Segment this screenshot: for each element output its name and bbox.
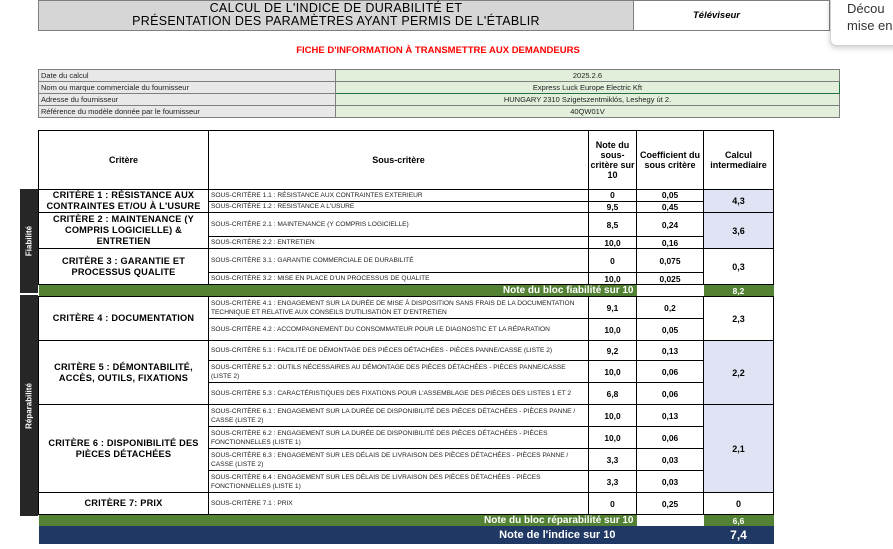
durability-index-table	[38, 130, 774, 544]
col-header-coef[interactable]: Coefficient du sous critère	[637, 131, 704, 190]
final-row	[39, 526, 774, 544]
popup-line-2: mise en	[847, 18, 893, 33]
sub-criterion-coef[interactable]: 0,05	[637, 190, 704, 202]
info-value[interactable]: Express Luck Europe Electric Kft	[336, 82, 840, 94]
sub-criterion-note[interactable]: 10,0	[589, 273, 637, 285]
bloc-fiabilite-spacer	[637, 285, 704, 297]
table-row	[39, 297, 774, 319]
col-header-critere[interactable]: Critère	[39, 131, 209, 190]
sub-criterion-label[interactable]: SOUS-CRITÈRE 1.2 : RESISTANCE A L'USURE	[209, 201, 589, 213]
sub-criterion-note[interactable]: 10,0	[589, 427, 637, 449]
info-row	[39, 94, 840, 106]
criterion-3-calc[interactable]: 0,3	[704, 249, 774, 285]
sub-criterion-coef[interactable]: 0,06	[637, 427, 704, 449]
sub-criterion-coef[interactable]: 0,05	[637, 319, 704, 341]
sub-criterion-note[interactable]: 10,0	[589, 405, 637, 427]
table-row	[39, 190, 774, 202]
final-value[interactable]: 7,4	[704, 526, 774, 544]
sub-criterion-note[interactable]: 8,5	[589, 213, 637, 237]
criterion-5-name[interactable]: CRITÈRE 5 : DÉMONTABILITÉ, ACCÈS, OUTILS, FIXATIONS	[39, 341, 209, 405]
sub-criterion-coef[interactable]: 0,16	[637, 237, 704, 249]
col-header-calc[interactable]: Calcul intermediaire	[704, 131, 774, 190]
title-line-2: PRÉSENTATION DES PARAMÈTRES AYANT PERMIS DE L'ÉTABLIR	[132, 14, 540, 28]
sheet-subtitle: FICHE D'INFORMATION À TRANSMETTRE AUX DEMANDEURS	[296, 45, 580, 56]
sub-criterion-label[interactable]: SOUS-CRITÈRE 7.1 : PRIX	[209, 493, 589, 515]
side-label-reparabilite	[20, 295, 38, 516]
sub-criterion-coef[interactable]: 0,025	[637, 273, 704, 285]
popup-line-1: Décou	[847, 1, 885, 16]
sub-criterion-note[interactable]: 9,1	[589, 297, 637, 319]
sub-criterion-coef[interactable]: 0,13	[637, 341, 704, 361]
info-label[interactable]: Référence du modèle donnée par le fournisseur	[39, 106, 336, 118]
bloc-reparabilite-value[interactable]: 6,6	[704, 515, 774, 527]
sub-criterion-label[interactable]: SOUS-CRITÈRE 6.3 : ENGAGEMENT SUR LES DÉLAIS DE LIVRAISON DES PIÈCES DÉTACHÉES - PIÈCES PANNE / CASSE (LISTE 2)	[209, 449, 589, 471]
sub-criterion-note[interactable]: 9,5	[589, 201, 637, 213]
criterion-2-calc[interactable]: 3,6	[704, 213, 774, 249]
sub-criterion-note[interactable]: 10,0	[589, 361, 637, 383]
criterion-3-name[interactable]: CRITÈRE 3 : GARANTIE ET PROCESSUS QUALITE	[39, 249, 209, 285]
sub-criterion-coef[interactable]: 0,06	[637, 383, 704, 405]
sub-criterion-coef[interactable]: 0,03	[637, 449, 704, 471]
side-label-fiabilite	[20, 189, 38, 293]
product-type: Téléviseur	[634, 0, 830, 31]
criterion-4-calc[interactable]: 2,3	[704, 297, 774, 341]
bloc-reparabilite-label: Note du bloc réparabilité sur 10	[39, 515, 637, 527]
sub-criterion-coef[interactable]: 0,03	[637, 471, 704, 493]
header-row	[39, 131, 774, 190]
sub-criterion-label[interactable]: SOUS-CRITÈRE 4.2 : ACCOMPAGNEMENT DU CONSOMMATEUR POUR LE DIAGNOSTIC ET LA RÉPARATION	[209, 319, 589, 341]
sub-criterion-coef[interactable]: 0,075	[637, 249, 704, 273]
sub-criterion-label[interactable]: SOUS-CRITÈRE 3.2 : MISE EN PLACE D'UN PROCESSUS DE QUALITE	[209, 273, 589, 285]
sub-criterion-label[interactable]: SOUS-CRITÈRE 2.1 : MAINTENANCE (Y COMPRIS LOGICIELLE)	[209, 213, 589, 237]
criterion-5-calc[interactable]: 2,2	[704, 341, 774, 405]
sub-criterion-label[interactable]: SOUS-CRITÈRE 6.2 : ENGAGEMENT SUR LA DURÉE DE DISPONIBILITÉ DES PIÈCES DÉTACHÉES - PIÈCES FONCTIONNELLES (LISTE 1)	[209, 427, 589, 449]
sub-criterion-label[interactable]: SOUS-CRITÈRE 2.2 : ENTRETIEN	[209, 237, 589, 249]
sub-criterion-note[interactable]: 10,0	[589, 237, 637, 249]
info-row	[39, 70, 840, 82]
sheet-title	[38, 0, 634, 31]
sub-criterion-label[interactable]: SOUS-CRITÈRE 4.1 : ENGAGEMENT SUR LA DURÉE DE MISE À DISPOSITION SANS FRAIS DE LA DOCUMENTATION TECHNIQUE ET RELATIVE AUX CONSEILS D'UTILISATION ET D'ENTRETIEN	[209, 297, 589, 319]
info-value[interactable]: HUNGARY 2310 Szigetszentmiklós, Leshegy út 2.	[336, 94, 840, 106]
col-header-note[interactable]: Note du sous-critère sur 10	[589, 131, 637, 190]
table-row	[39, 213, 774, 237]
info-row	[39, 82, 840, 94]
info-row	[39, 106, 840, 118]
sub-criterion-coef[interactable]: 0,25	[637, 493, 704, 515]
table-row	[39, 405, 774, 427]
sub-criterion-label[interactable]: SOUS-CRITÈRE 6.1 : ENGAGEMENT SUR LA DURÉE DE DISPONIBILITÉ DES PIÈCES DÉTACHÉES - PIÈCES PANNE / CASSE (LISTE 2)	[209, 405, 589, 427]
table-row	[39, 249, 774, 273]
info-value[interactable]: 40QW01V	[336, 106, 840, 118]
notification-popup[interactable]	[830, 0, 893, 46]
info-label[interactable]: Nom ou marque commerciale du fournisseur	[39, 82, 336, 94]
bloc-fiabilite-label: Note du bloc fiabilité sur 10	[39, 285, 637, 297]
sub-criterion-note[interactable]: 6,8	[589, 383, 637, 405]
sub-criterion-note[interactable]: 0	[589, 249, 637, 273]
sub-criterion-label[interactable]: SOUS-CRITÈRE 6.4 : ENGAGEMENT SUR LES DÉLAIS DE LIVRAISON DES PIÈCES DÉTACHÉES - PIÈCES FONCTIONNELLES (LISTE 1)	[209, 471, 589, 493]
sub-criterion-coef[interactable]: 0,13	[637, 405, 704, 427]
sub-criterion-note[interactable]: 0	[589, 190, 637, 202]
table-row	[39, 341, 774, 361]
info-label[interactable]: Adresse du fournisseur	[39, 94, 336, 106]
supplier-info-table	[38, 69, 840, 118]
criterion-4-name[interactable]: CRITÈRE 4 : DOCUMENTATION	[39, 297, 209, 341]
side-label-fiabilite-text: Fiabilité	[24, 225, 34, 257]
sub-criterion-label[interactable]: SOUS-CRITÈRE 1.1 : RÉSISTANCE AUX CONTRAINTES EXTERIEUR	[209, 190, 589, 202]
sub-criterion-label[interactable]: SOUS-CRITÈRE 5.1 : FACILITÉ DE DÉMONTAGE DES PIÈCES DÉTACHÉES - PIÈCES PANNE/CASSE (LISTE 2)	[209, 341, 589, 361]
info-value[interactable]: 2025.2.6	[336, 70, 840, 82]
col-header-sous-critere[interactable]: Sous-critère	[209, 131, 589, 190]
title-line-1: CALCUL DE L'INDICE DE DURABILITÉ ET	[209, 1, 463, 15]
sub-criterion-note[interactable]: 3,3	[589, 471, 637, 493]
criterion-7-name[interactable]: CRITÈRE 7: PRIX	[39, 493, 209, 515]
criterion-6-calc[interactable]: 2,1	[704, 405, 774, 493]
sub-criterion-label[interactable]: SOUS-CRITÈRE 5.3 : CARACTÉRISTIQUES DES FIXATIONS POUR L'ASSEMBLAGE DES PIÈCES DES LISTES 1 ET 2	[209, 383, 589, 405]
bloc-fiabilite-value[interactable]: 8,2	[704, 285, 774, 297]
info-label[interactable]: Date du calcul	[39, 70, 336, 82]
sub-criterion-coef[interactable]: 0,2	[637, 297, 704, 319]
sub-criterion-note[interactable]: 9,2	[589, 341, 637, 361]
bloc-reparabilite-spacer	[637, 515, 704, 527]
criterion-2-name[interactable]: CRITÈRE 2 : MAINTENANCE (Y COMPRIS LOGICIELLE) & ENTRETIEN	[39, 213, 209, 249]
sub-criterion-note[interactable]: 0	[589, 493, 637, 515]
sub-criterion-coef[interactable]: 0,06	[637, 361, 704, 383]
criterion-6-name[interactable]: CRITÈRE 6 : DISPONIBILITÉ DES PIÈCES DÉTACHÉES	[39, 405, 209, 493]
criterion-1-name[interactable]: CRITÈRE 1 : RÉSISTANCE AUX CONTRAINTES ET/OU À L'USURE	[39, 190, 209, 213]
final-label: Note de l'indice sur 10	[39, 526, 704, 544]
sub-criterion-label[interactable]: SOUS-CRITÈRE 5.2 : OUTILS NÉCESSAIRES AU DÉMONTAGE DES PIÈCES DÉTACHÉES - PIÈCES PANNE/CASSE (LISTE 2)	[209, 361, 589, 383]
bloc-fiabilite-row	[39, 285, 774, 297]
side-label-reparabilite-text: Réparabilité	[24, 382, 34, 429]
sub-criterion-coef[interactable]: 0,24	[637, 213, 704, 237]
sub-criterion-note[interactable]: 10,0	[589, 319, 637, 341]
sub-criterion-note[interactable]: 3,3	[589, 449, 637, 471]
sub-criterion-label[interactable]: SOUS-CRITÈRE 3.1 : GARANTIE COMMERCIALE DE DURABILITÉ	[209, 249, 589, 273]
bloc-reparabilite-row	[39, 515, 774, 527]
table-row	[39, 493, 774, 515]
sub-criterion-coef[interactable]: 0,45	[637, 201, 704, 213]
criterion-1-calc[interactable]: 4,3	[704, 190, 774, 213]
criterion-7-calc[interactable]: 0	[704, 493, 774, 515]
